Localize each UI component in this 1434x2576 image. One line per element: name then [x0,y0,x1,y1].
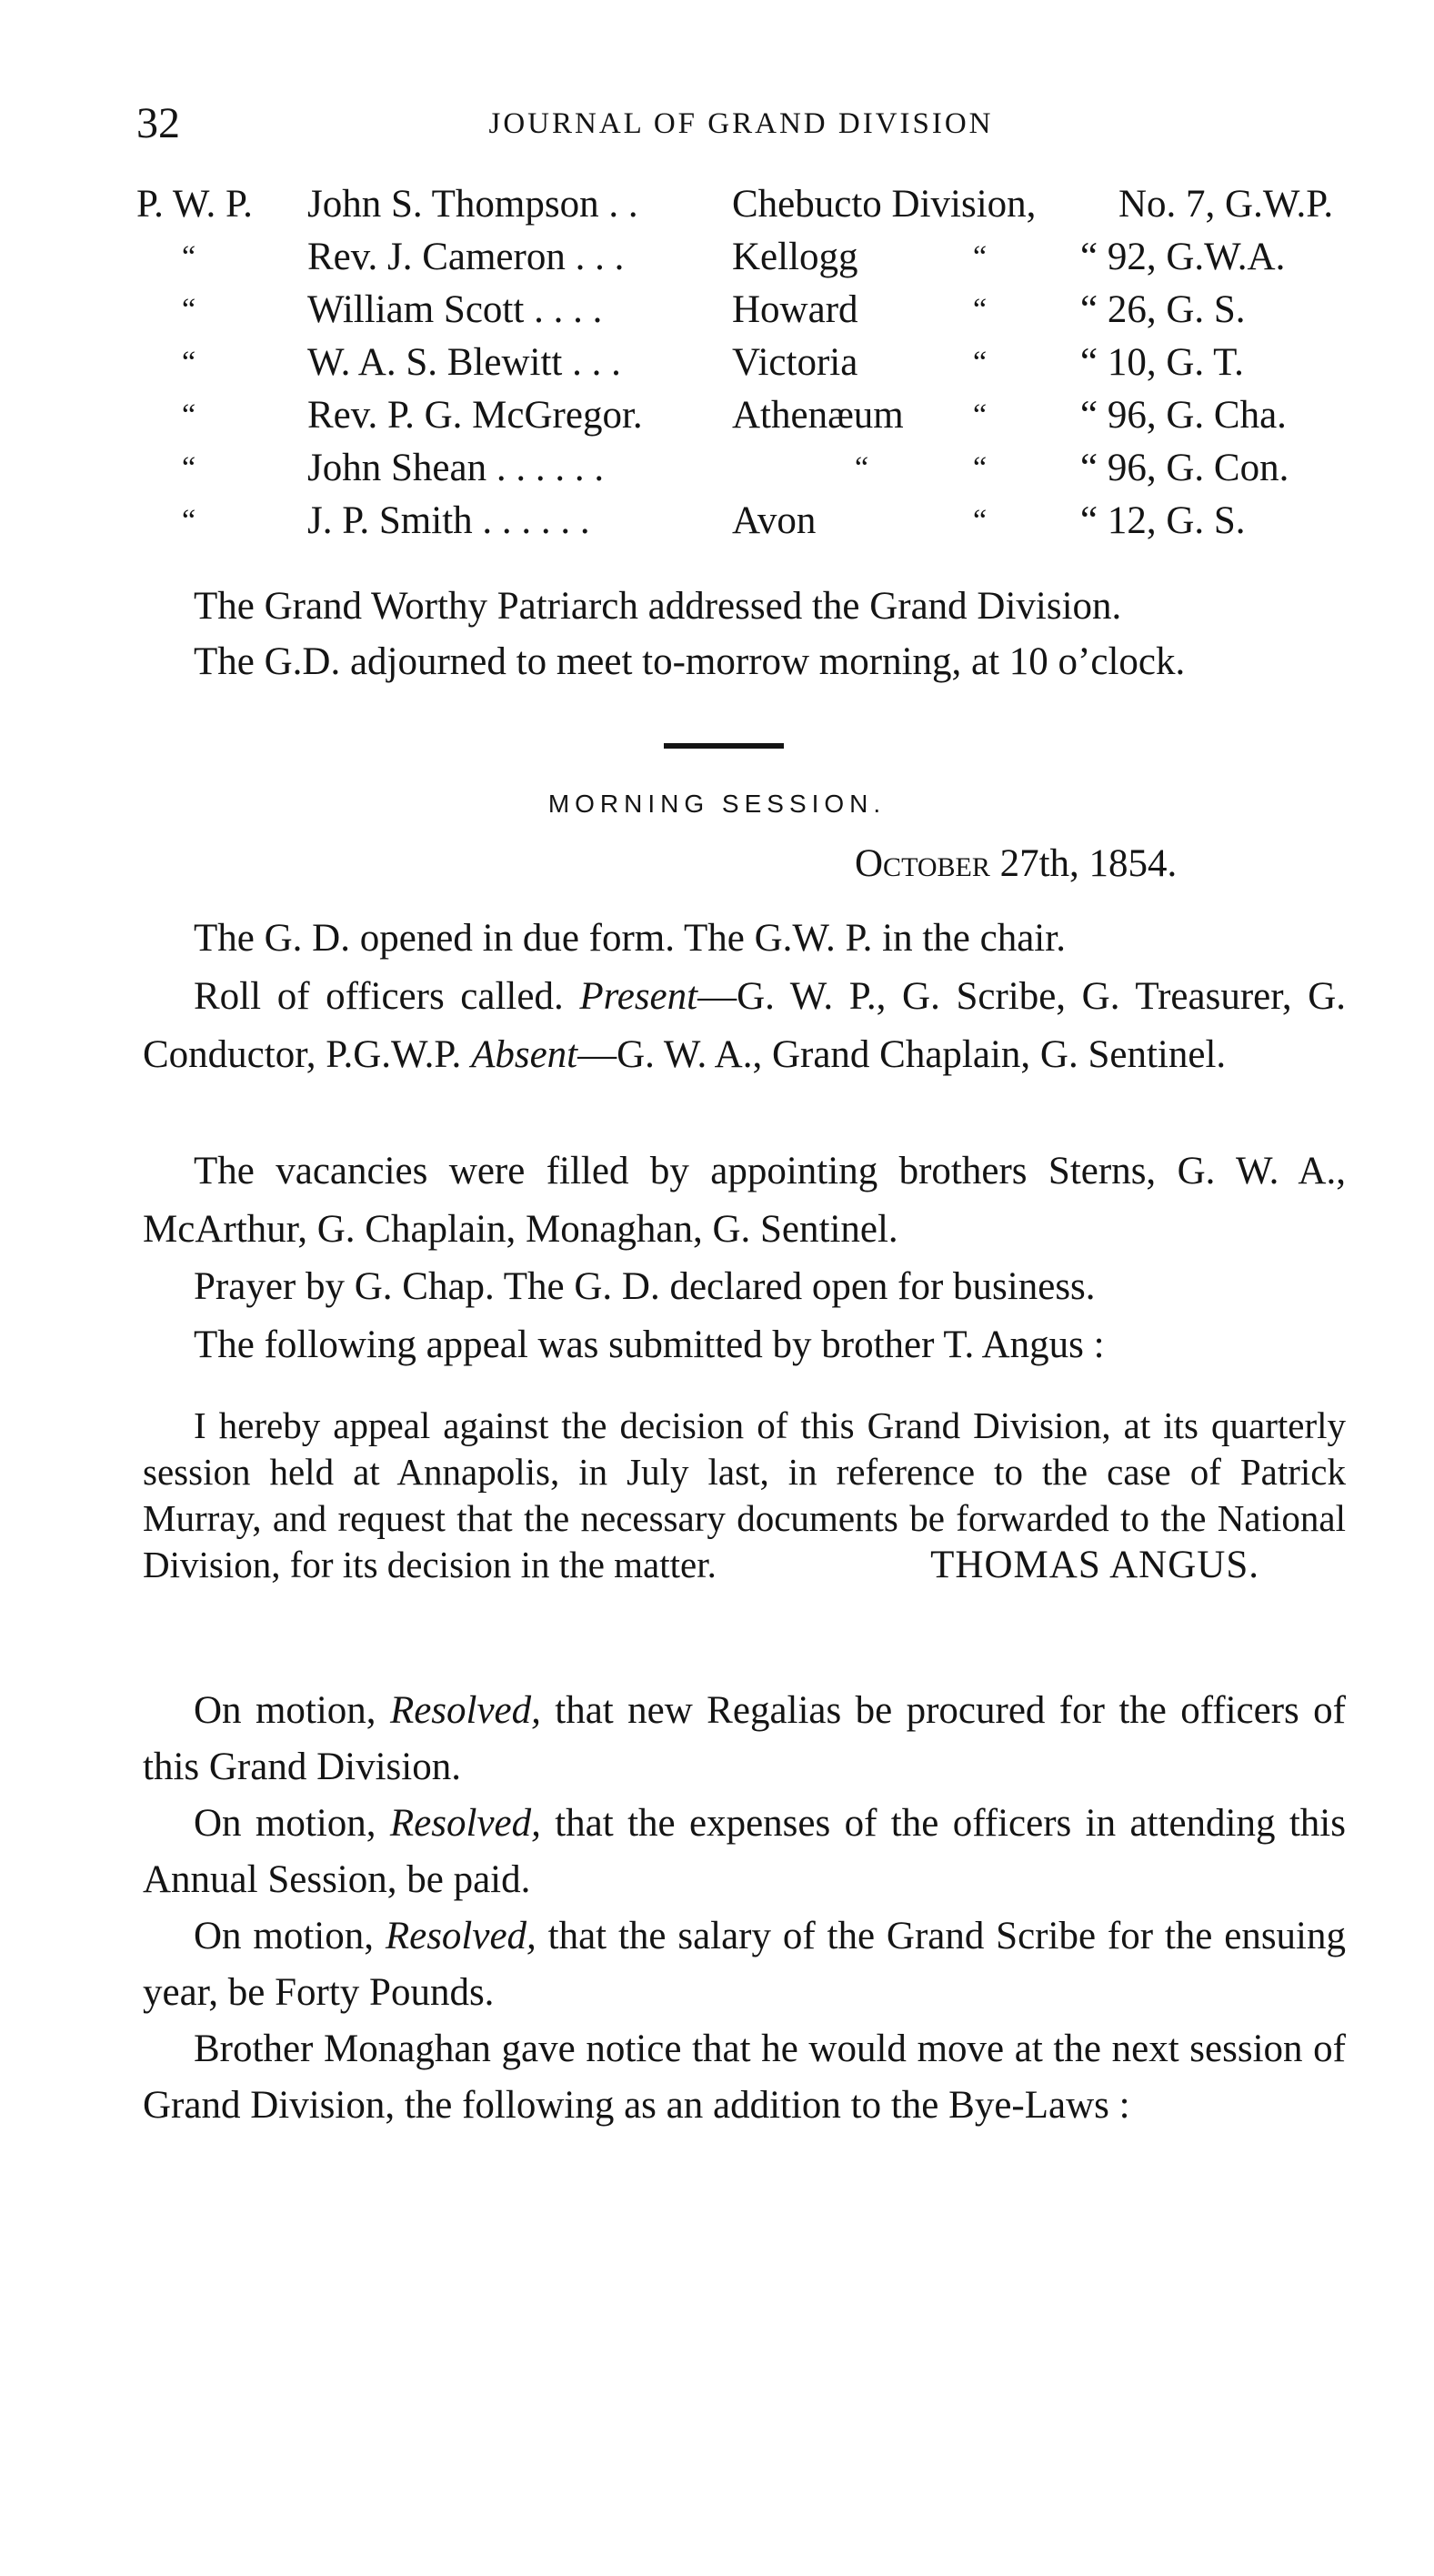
officer-number: “ 92, G.W.A. [1080,236,1286,278]
officer-name: Rev. J. Cameron . . . [307,236,625,278]
officer-row [136,182,1346,235]
resolved-word: Resolved, [389,1802,541,1845]
officer-ditto: “ [973,346,988,379]
motion-prefix: On motion, [194,1915,386,1957]
officer-number: “ 96, G. Cha. [1080,394,1287,437]
officer-name: John S. Thompson . . [307,183,638,226]
resolved-word: Resolved, [385,1915,536,1957]
resolution-text: that the expenses of the officers in attending this Annual Session, be paid. [143,1802,1346,1901]
officer-division: “ [855,451,869,485]
roll-intro: Roll of officers called. [194,975,580,1018]
paragraph-roll-call [143,968,1346,1084]
officer-ditto: “ [973,504,988,538]
officer-ditto: “ [973,240,988,274]
resolved-word: Resolved, [389,1689,541,1732]
officer-division: Chebucto Division, [732,183,1037,226]
resolution-regalias [143,1683,1346,1796]
officer-number: No. 7, G.W.P. [1118,183,1334,226]
officer-row [136,235,1346,287]
officer-number: “ 96, G. Con. [1080,447,1289,489]
officer-number: “ 26, G. S. [1080,288,1246,331]
officer-ditto: “ [973,451,988,485]
officer-row [136,498,1346,551]
closing-line-addressed: The Grand Worthy Patriarch addressed the Grand Division. [194,585,1122,628]
paragraph-appeal-intro: The following appeal was submitted by brother T. Angus : [194,1323,1105,1366]
officer-name: W. A. S. Blewitt . . . [307,341,621,384]
section-divider [664,743,784,749]
present-list: —G. W. P., G. Scribe, G. Treasurer, G. Conductor, P.G.W.P. [143,975,1346,1076]
present-label: Present [579,975,698,1018]
resolution-salary [143,1908,1346,2021]
officer-title: “ [182,398,196,432]
running-head: JOURNAL OF GRAND DIVISION [488,107,994,140]
officer-name: Rev. P. G. McGregor. [307,394,643,437]
officer-title: P. W. P. [136,183,253,226]
officer-name: William Scott . . . . [307,288,603,331]
paragraph-vacancies: The vacancies were filled by appointing brothers Sterns, G. W. A., McArthur, G. Chaplain, Monaghan, G. Sentinel. [143,1150,1346,1251]
appeal-text: I hereby appeal against the decision of this Grand Division, at its quarterly session held at Annapolis, in July last, in reference to the case of Patrick Murray, and request that the necessary documents be forwarded to the National Division, for its decision in the matter. [143,1404,1346,1585]
officer-title: “ [182,504,196,538]
page-header [136,98,1346,149]
page-number: 32 [136,99,180,147]
officer-title: “ [182,451,196,485]
motion-prefix: On motion, [194,1689,390,1732]
officer-division: Kellogg [732,236,858,278]
appeal-text-block [143,1403,1346,1588]
resolution-expenses [143,1796,1346,1908]
officer-row [136,340,1346,393]
date-day-year: 27th, 1854. [999,842,1178,885]
notice-bye-laws: Brother Monaghan gave notice that he would move at the next session of Grand Division, the following as an addition to the Bye-Laws : [143,2028,1346,2127]
paragraph-opened: The G. D. opened in due form. The G.W. P. in the chair. [194,917,1066,960]
absent-list: —G. W. A., Grand Chaplain, G. Sentinel. [577,1033,1227,1076]
officer-row [136,287,1346,340]
officer-division: Victoria [732,341,858,384]
officer-division: Howard [732,288,858,331]
motion-prefix: On motion, [194,1802,390,1845]
officer-ditto: “ [973,293,988,327]
resolution-text: that the salary of the Grand Scribe for the ensuing year, be Forty Pounds. [143,1915,1347,2014]
session-heading: MORNING SESSION. [547,790,887,818]
officer-name: J. P. Smith . . . . . . [307,499,590,542]
officer-number: “ 12, G. S. [1080,499,1246,542]
officer-title: “ [182,240,196,274]
absent-label: Absent [471,1033,578,1076]
officer-row [136,393,1346,446]
officer-division: Athenæum [732,394,904,437]
officer-title: “ [182,346,196,379]
paragraph-prayer: Prayer by G. Chap. The G. D. declared open for business. [194,1265,1096,1308]
appeal-signature: THOMAS ANGUS. [930,1544,1259,1586]
officer-row [136,446,1346,498]
resolution-text: that new Regalias be procured for the officers of this Grand Division. [143,1689,1346,1788]
officer-number: “ 10, G. T. [1080,341,1244,384]
date-month: October [855,842,990,885]
closing-line-adjourned: The G.D. adjourned to meet to-morrow morning, at 10 o’clock. [194,640,1186,683]
resolutions [143,1683,1346,2134]
officer-title: “ [182,293,196,327]
officer-ditto: “ [973,398,988,432]
officers-list [136,182,1346,551]
officer-name: John Shean . . . . . . [307,447,605,489]
session-date [855,841,1177,886]
officer-division: Avon [732,499,817,542]
